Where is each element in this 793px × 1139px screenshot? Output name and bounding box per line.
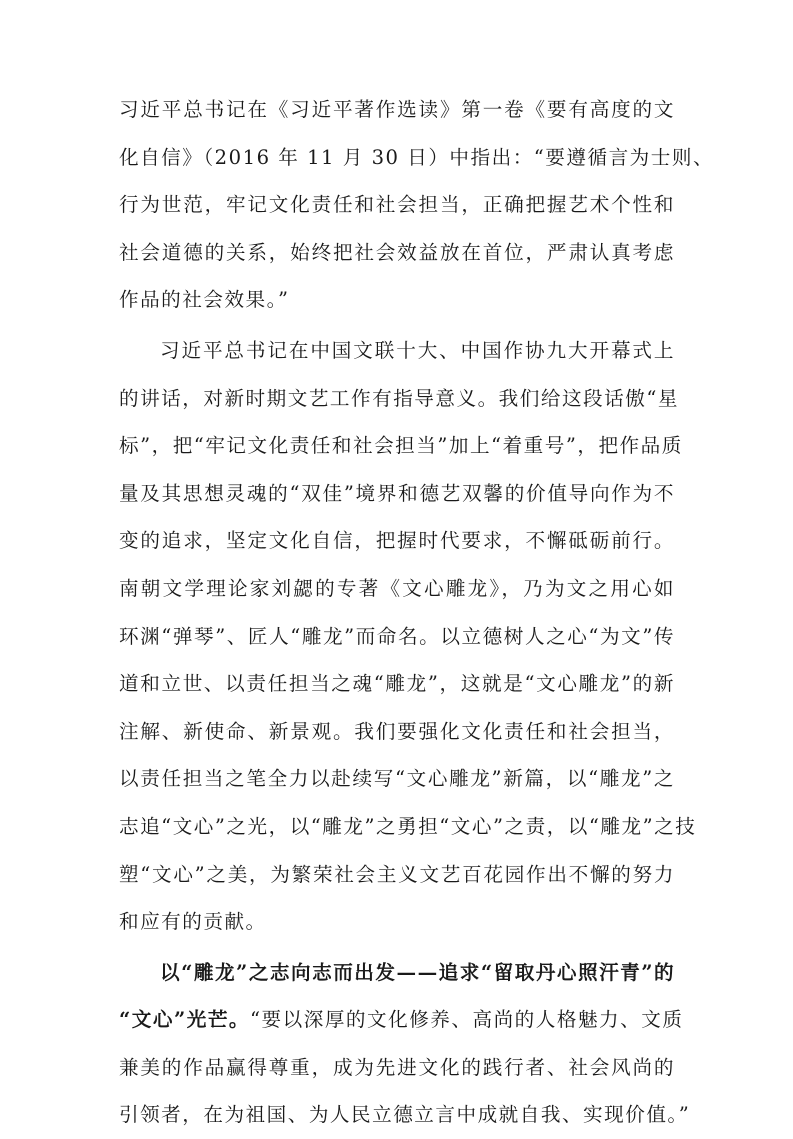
paragraph-1-line-5: 作品的社会效果。” [119, 288, 290, 312]
paragraph-2-line-3: 标”，把“牢记文化责任和社会担当”加上“着重号”，把作品质 [119, 434, 683, 458]
paragraph-2-line-6: 南朝文学理论家刘勰的专著《文心雕龙》，乃为文之用心如 [119, 576, 675, 600]
paragraph-1-line-1: 习近平总书记在《习近平著作选读》第一卷《要有高度的文 [119, 98, 675, 121]
paragraph-2-line-12: 塑“文心”之美，为繁荣社会主义文艺百花园作出不懈的努力 [119, 862, 675, 886]
paragraph-1 [119, 86, 715, 324]
paragraph-2-line-4: 量及其思想灵魂的“双佳”境界和德艺双馨的价值导向作为不 [119, 481, 675, 505]
paragraph-3 [119, 949, 691, 1139]
paragraph-2-line-11: 志追“文心”之光，以“雕龙”之勇担“文心”之责，以“雕龙”之技 [119, 814, 697, 838]
paragraph-2-line-8: 道和立世、以责任担当之魂“雕龙”，这就是“文心雕龙”的新 [119, 672, 675, 696]
paragraph-2-line-9: 注解、新使命、新景观。我们要强化文化责任和社会担当， [119, 719, 675, 743]
paragraph-2-line-7: 环渊“弹琴”、匠人“雕龙”而命名。以立德树人之心“为文”传 [119, 624, 675, 648]
paragraph-3-line-4: 引领者，在为祖国、为人民立德立言中成就自我、实现价值。” [119, 1103, 691, 1127]
paragraph-3-rest-line-2: “要以深厚的文化修养、高尚的人格魅力、文质 [250, 1008, 684, 1032]
paragraph-3-line-3: 兼美的作品赢得尊重，成为先进文化的践行者、社会风尚的 [119, 1055, 675, 1079]
paragraph-3-bold-lead-line-2: “文心”光芒。 [119, 1008, 251, 1032]
paragraph-2-line-13: 和应有的贡献。 [119, 910, 267, 934]
paragraph-1-line-4: 社会道德的关系，始终把社会效益放在首位，严肃认真考虑 [119, 240, 675, 264]
paragraph-2-line-1: 习近平总书记在中国文联十大、中国作协九大开幕式上 [160, 338, 675, 362]
paragraph-2-line-5: 变的追求，坚定文化自信，把握时代要求，不懈砥砺前行。 [119, 529, 675, 553]
paragraph-1-line-2: 化自信》（2016 年 11 月 30 日）中指出：“要遵循言为士则、 [119, 145, 715, 169]
paragraph-3-line-2 [119, 996, 684, 1044]
paragraph-2-line-2: 的讲话，对新时期文艺工作有指导意义。我们给这段话傲“星 [119, 386, 679, 410]
paragraph-3-bold-lead-line-1: 以“雕龙”之志向志而出发——追求“留取丹心照汗青”的 [160, 960, 676, 984]
paragraph-2 [119, 327, 697, 946]
paragraph-1-line-3: 行为世范，牢记文化责任和社会担当，正确把握艺术个性和 [119, 193, 675, 217]
paragraph-2-line-10: 以责任担当之笔全力以赴续写“文心雕龙”新篇，以“雕龙”之 [119, 767, 675, 791]
document-page [119, 86, 715, 1139]
